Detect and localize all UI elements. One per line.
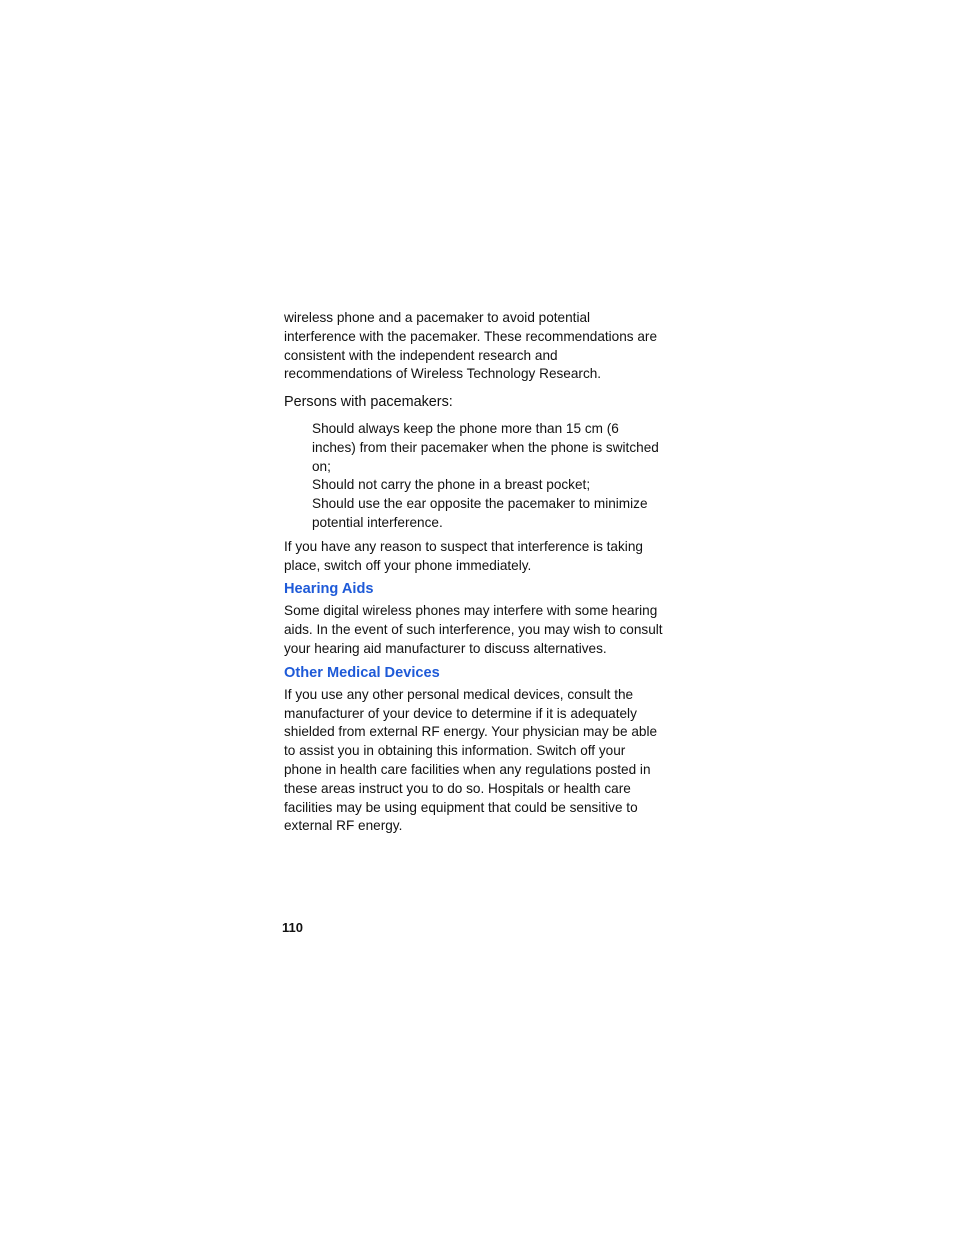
hearing-aids-paragraph: Some digital wireless phones may interfere with some hearing aids. In the event of such interference, you may wish to consult your hearing aid manufacturer to discuss alternatives. [284, 603, 663, 656]
page-content [284, 309, 664, 840]
list-item: Should not carry the phone in a breast pocket; [312, 477, 591, 493]
list-item: Should use the ear opposite the pacemaker to minimize potential interference. [312, 496, 648, 530]
list-item: Should always keep the phone more than 15 cm (6 inches) from their pacemaker when the phone is switched on; [312, 420, 659, 474]
hearing-aids-heading: Hearing Aids [284, 581, 374, 598]
intro-paragraph: wireless phone and a pacemaker to avoid potential interference with the pacemaker. These recommendations are consistent with the independent research and recommendations of Wireless Technology Research. [284, 310, 658, 382]
pacemaker-recommendations-list [284, 420, 664, 533]
other-medical-devices-heading: Other Medical Devices [284, 664, 440, 681]
other-medical-devices-paragraph: If you use any other personal medical devices, consult the manufacturer of your device to determine if it is adequately shielded from external RF energy. Your physician may be able to assist you in obtaining this information. Switch off your phone in health care facilities when any regulations posted in these areas instruct you to do so. Hospitals or health care facilities may be using equipment that could be sensitive to external RF energy. [284, 686, 658, 834]
page-number: 110 [282, 920, 303, 935]
interference-warning-paragraph: If you have any reason to suspect that interference is taking place, switch off your phone immediately. [284, 538, 643, 573]
persons-with-pacemakers-heading: Persons with pacemakers: [284, 394, 453, 411]
